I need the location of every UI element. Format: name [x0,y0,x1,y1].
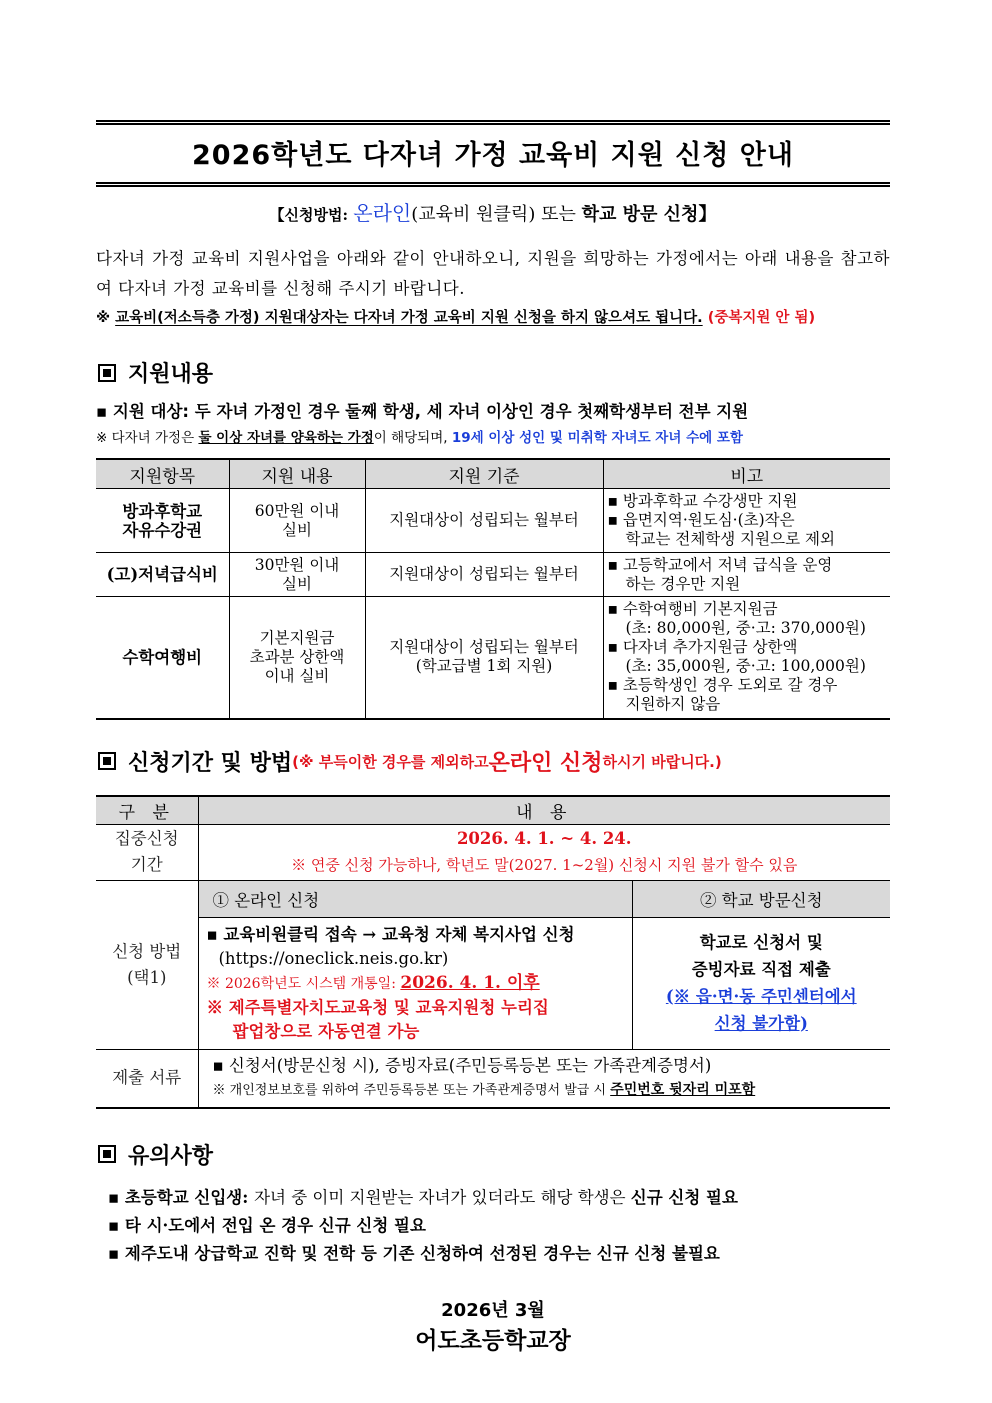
subtitle-suffix: 】 [698,204,717,225]
row-note [603,489,890,553]
row-item [96,489,229,553]
visit-note: (※ 읍·면·동 주민센터에서 [665,987,857,1006]
content-line: 실비 [282,520,312,539]
table-row [96,597,890,719]
square-bullet-icon [98,1145,116,1163]
subtitle-prefix: 【신청방법: [269,206,354,224]
note-line: ▪ 수학여행비 기본지원금 [607,600,778,619]
note-line: ▪ 다자녀 추가지원금 상한액 [607,638,798,657]
open-date-label: ※ 2026학년도 시스템 개통일: [206,975,401,992]
period-note: ※ 연중 신청 가능하나, 학년도 말(2027. 1~2월) 신청시 지원 불가 할수 있음 [291,856,798,874]
note-line: 하는 경우만 지원 [625,574,741,593]
subtitle-online: 온라인 [353,201,412,225]
row-item: (고)저녁급식비 [96,553,229,597]
section-caution [96,1139,890,1170]
note-line: ▪ 읍면지역·원도심·(초)작은 [607,511,795,529]
apply-table [96,795,890,1109]
visit-header: ② 학교 방문신청 [632,880,890,917]
item-line: 방과후학교 [122,501,203,521]
table-row [96,917,890,1049]
docs-label: 제출 서류 [96,1049,198,1108]
footer-school: 어도초등학교장 [415,1327,571,1354]
table-header-row [96,459,890,489]
row-basis: 지원대상이 성립되는 월부터 [365,553,603,597]
online-step: ▪ 교육비원클릭 접속 → 교육청 자체 복지사업 신청 [206,924,575,944]
period-dates: 2026. 4. 1. ~ 4. 24. [456,829,632,848]
table-row [96,553,890,597]
col-header: 지원 내용 [229,459,365,489]
note-text: 교육비(저소득층 가정) 지원대상자는 다자녀 가정 교육비 지원 신청을 하지 않으셔도 됩니다. [115,310,703,326]
table-row [96,880,890,917]
target-note-a: ※ 다자녀 가정은 [96,430,199,446]
row-content [229,489,365,553]
docs-content [198,1049,890,1108]
label-line: 집중신청 [114,829,179,848]
note-red: (중복지원 안 됨) [702,310,816,326]
note-line: 지원하지 않음 [625,695,721,714]
row-content [229,597,365,719]
docs-line: ▪ 신청서(방문신청 시), 증빙자료(주민등록등본 또는 가족관계증명서) [212,1055,712,1075]
note-line: (초: 80,000원, 중·고: 370,000원) [625,619,866,638]
note-line: (초: 35,000원, 중·고: 100,000원) [625,657,866,676]
table-row [96,1049,890,1108]
visit-line: 학교로 신청서 및 [699,933,823,952]
document [96,120,890,1356]
subtitle-paren: (교육비 원클릭) 또는 [411,204,582,225]
note-line: ▪ 고등학교에서 저녁 급식을 운영 [607,555,833,574]
period-content [198,824,890,880]
content-line: 60만원 이내 [254,501,340,520]
row-item: 수학여행비 [96,597,229,719]
table-row [96,489,890,553]
footer [96,1296,890,1356]
visit-note: 신청 불가함) [714,1014,808,1033]
apply-heading-note-a: (※ 부득이한 경우를 제외하고 [292,752,489,771]
document-title: 2026학년도 다자녀 가정 교육비 지원 신청 안내 [96,120,890,187]
support-table [96,458,890,720]
row-note [603,553,890,597]
basis-line: 지원대상이 성립되는 월부터 [389,638,579,657]
content-line: 초과분 상한액 [249,647,345,666]
online-header: ① 온라인 신청 [198,880,632,917]
online-note: ※ 제주특별자치도교육청 및 교육지원청 누리집 [206,997,549,1017]
online-url: (https://oneclick.neis.go.kr) [218,948,449,968]
section-support [96,357,890,388]
col-header: 지원항목 [96,459,229,489]
table-row [96,824,890,880]
duplicate-support-note [96,306,890,327]
support-target: ▪ 지원 대상: 두 자녀 가정인 경우 둘째 학생, 세 자녀 이상인 경우 첫째학생부터 전부 지원 [96,402,749,421]
item-line: 자유수강권 [122,520,203,540]
caution-1c: 신규 신청 필요 [630,1187,738,1207]
docs-note-emph: 주민번호 뒷자리 미포함 [610,1081,756,1098]
target-note-d: 19세 이상 성인 및 미취학 자녀도 자녀 수에 포함 [451,430,743,446]
apply-heading-note-b: 온라인 신청 [488,750,603,776]
col-header: 지원 기준 [365,459,603,489]
subtitle-visit: 학교 방문 신청 [581,204,699,225]
caution-list [96,1184,890,1268]
open-date: 2026. 4. 1. 이후 [400,972,540,993]
section-caution-title: 유의사항 [128,1143,214,1169]
basis-line: (학교급별 1회 지원) [415,657,553,676]
label-line: 기간 [130,855,163,874]
target-note-c: 이 해당되며, [373,430,452,446]
list-item: ▪ 타 시·도에서 전입 온 경우 신규 신청 필요 [108,1215,426,1235]
content-line: 기본지원금 [259,628,335,647]
list-item [96,1184,890,1212]
row-content [229,553,365,597]
docs-note: ※ 개인정보보호를 위하여 주민등록등본 또는 가족관계증명서 발급 시 [212,1082,611,1098]
row-basis: 지원대상이 성립되는 월부터 [365,489,603,553]
note-line: ▪ 초등학생인 경우 도외로 갈 경우 [607,676,838,695]
table-header-row [96,796,890,825]
label-line: 신청 방법 [112,941,182,961]
row-note [603,597,890,719]
caution-1b: 자녀 중 이미 지원받는 자녀가 있더라도 해당 학생은 [254,1187,631,1207]
list-item: ▪ 제주도내 상급학교 진학 및 전학 등 기존 신청하여 선정된 경우는 신규 신청 불필요 [108,1243,720,1263]
caution-1a: ▪ 초등학교 신입생: [108,1187,255,1207]
apply-heading-note-c: 하시기 바랍니다.) [602,752,722,771]
footer-date: 2026년 3월 [441,1299,545,1321]
online-steps [198,917,632,1049]
col-header: 비고 [603,459,890,489]
intro-paragraph: 다자녀 가정 교육비 지원사업을 아래와 같이 안내하오니, 지원을 희망하는 가정에서는 아래 내용을 참고하여 다자녀 가정 교육비를 신청해 주시기 바랍니다. [96,249,890,298]
note-line: ▪ 방과후학교 수강생만 지원 [607,492,798,510]
note-mark: ※ [96,310,116,326]
content-line: 실비 [282,574,312,593]
square-bullet-icon [98,364,116,382]
content-line: 30만원 이내 [254,555,340,574]
target-note-b: 둘 이상 자녀를 양육하는 가정 [198,430,374,446]
section-apply-title: 신청기간 및 방법 [128,750,293,776]
section-apply [96,746,890,777]
period-label [96,824,198,880]
section-support-title: 지원내용 [128,362,214,387]
note-line: 학교는 전체학생 지원으로 제외 [625,530,835,548]
square-bullet-icon [98,752,116,770]
col-header: 구 분 [96,796,198,825]
label-line: (택1) [127,967,167,987]
method-label [96,880,198,1049]
row-basis [365,597,603,719]
apply-method-line [96,197,890,226]
online-note-2: 팝업창으로 자동연결 가능 [232,1021,420,1041]
support-target-note [96,426,890,446]
col-header: 내 용 [198,796,890,825]
visit-line: 증빙자료 직접 제출 [691,960,831,979]
content-line: 이내 실비 [264,666,330,685]
visit-steps [632,917,890,1049]
